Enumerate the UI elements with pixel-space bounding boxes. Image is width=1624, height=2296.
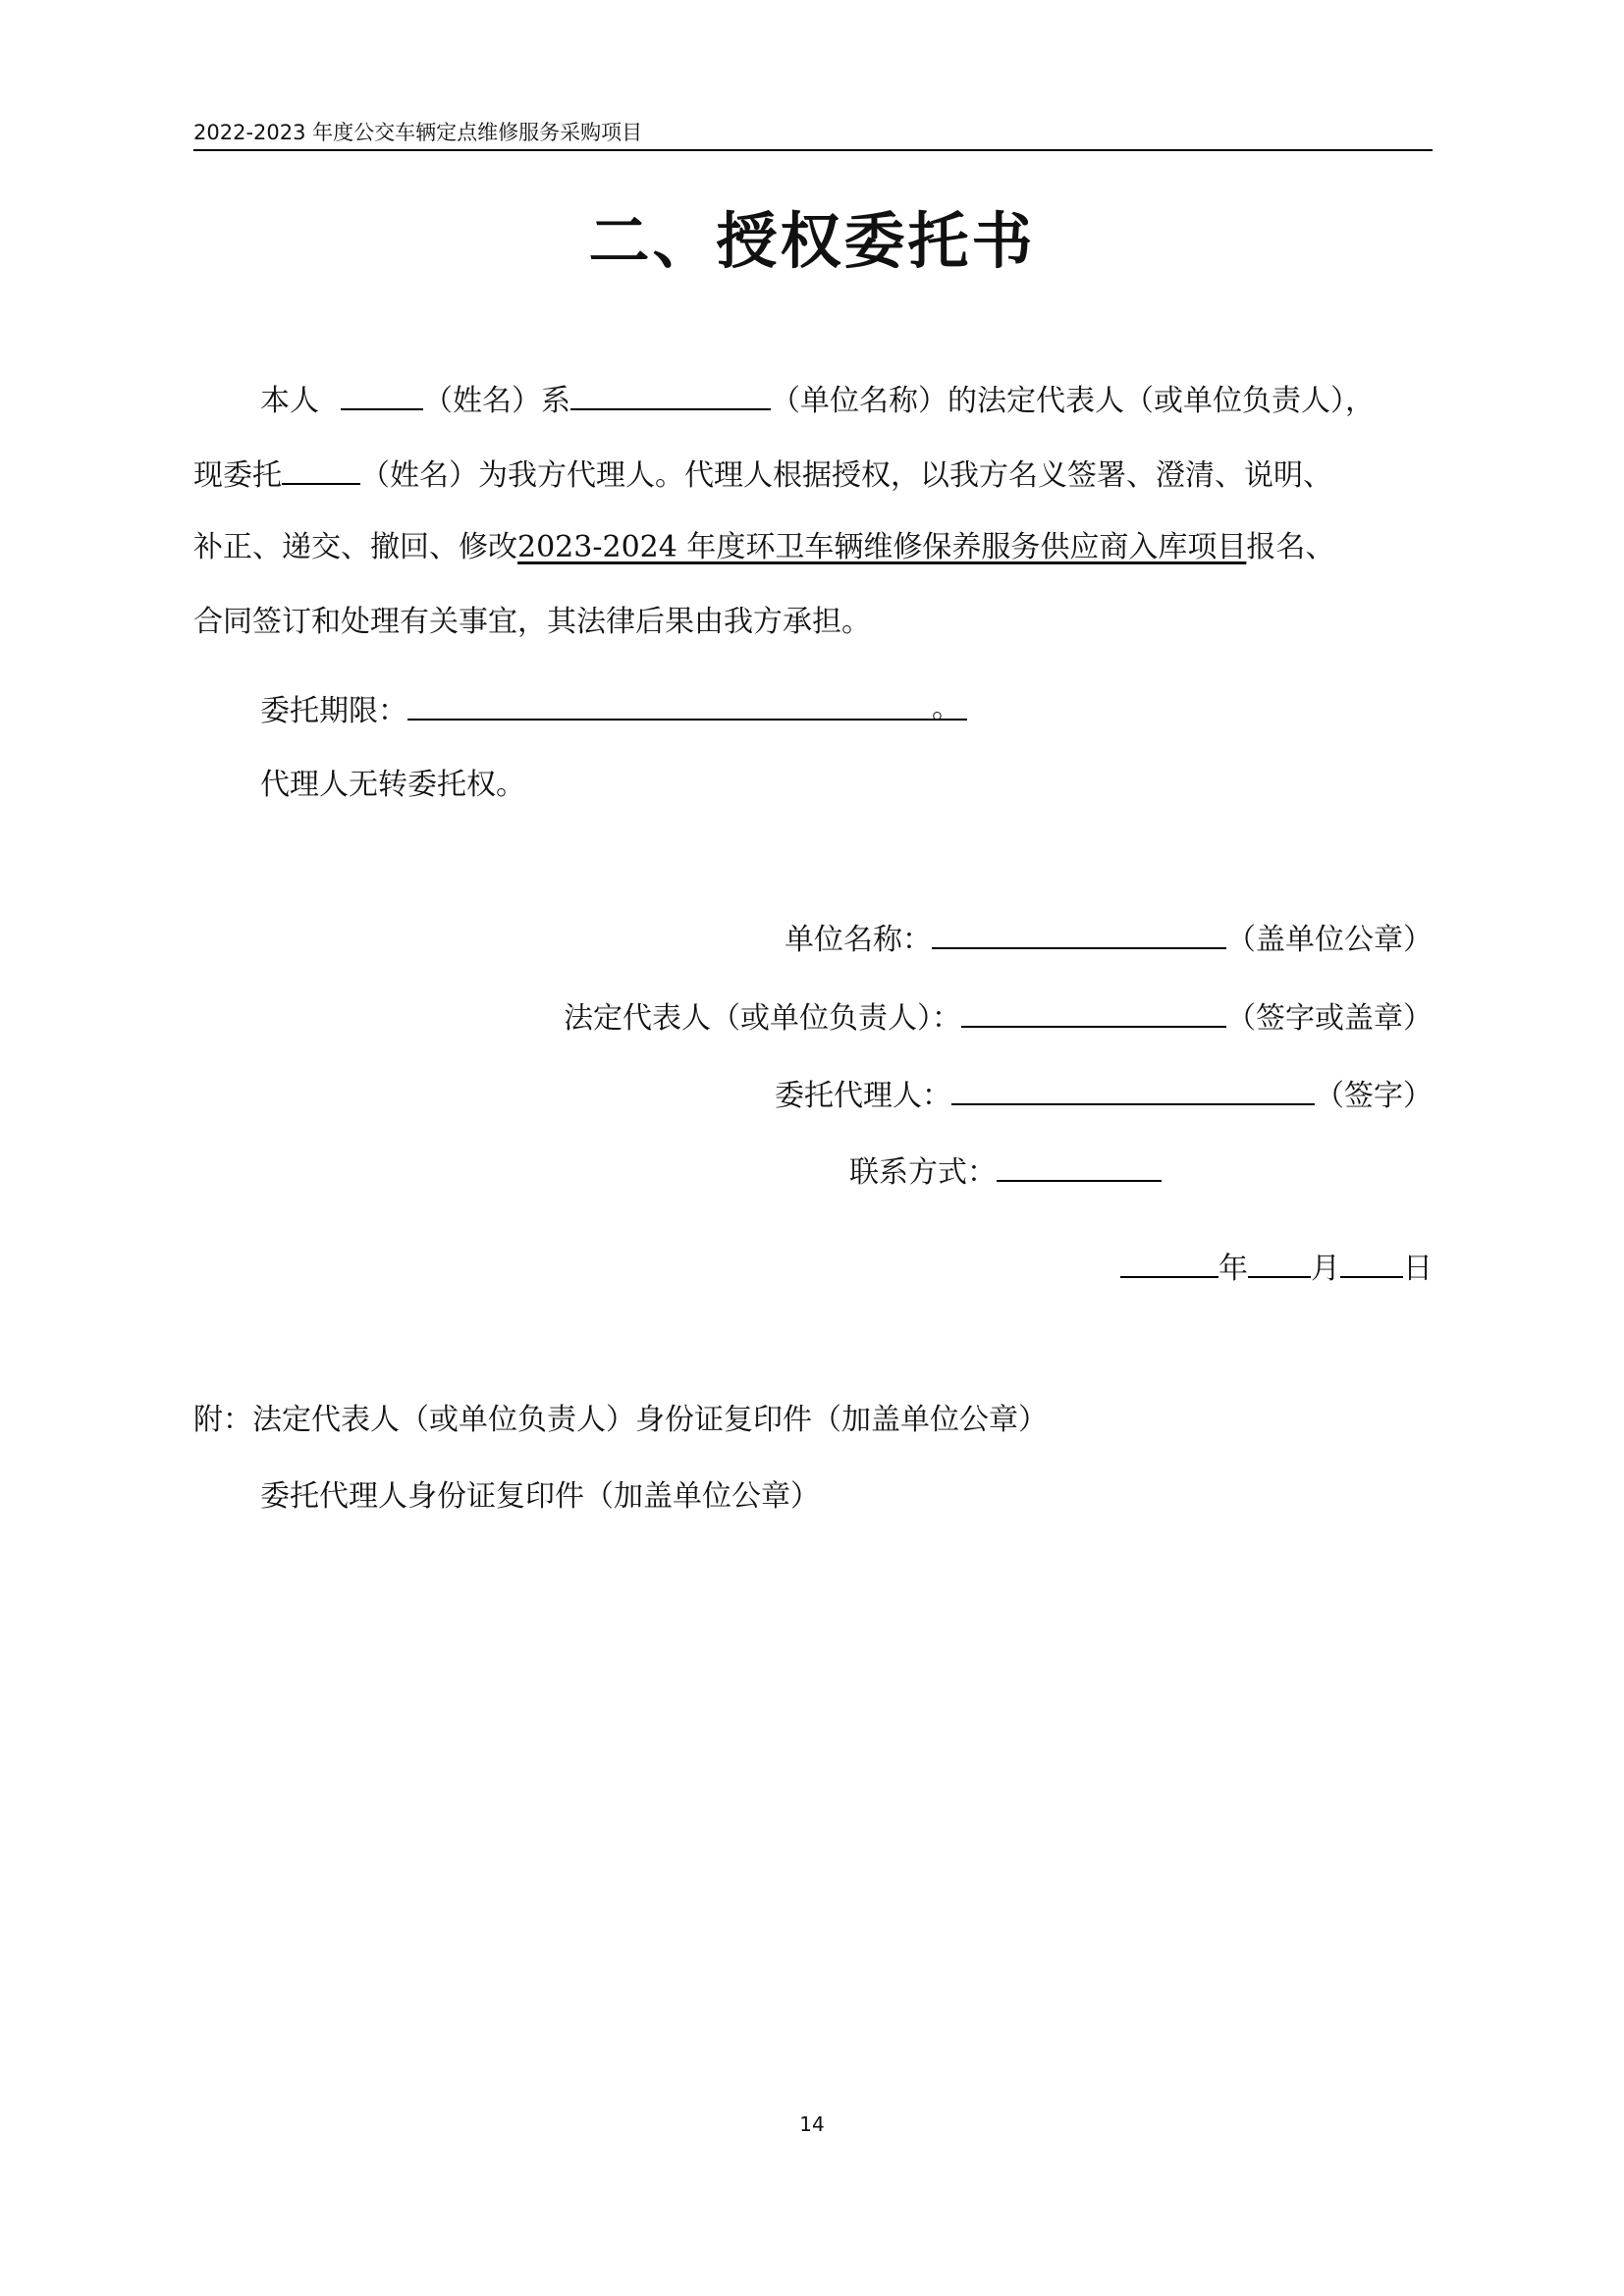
- day-blank[interactable]: [1340, 1247, 1403, 1278]
- paragraph-line-4: 合同签订和处理有关事宜，其法律后果由我方承担。: [193, 605, 871, 639]
- agent-blank[interactable]: [951, 1074, 1315, 1105]
- text-segment: 补正、递交、撤回、修改: [193, 530, 517, 564]
- text-segment: 本人: [260, 384, 319, 418]
- attachment-line-1: 附：法定代表人（或单位负责人）身份证复印件（加盖单位公章）: [193, 1403, 1048, 1437]
- name-blank[interactable]: [341, 379, 423, 410]
- contact-label: 联系方式：: [849, 1155, 997, 1190]
- attachment-line-2: 委托代理人身份证复印件（加盖单位公章）: [260, 1479, 820, 1514]
- unit-name-blank[interactable]: [570, 379, 771, 410]
- unit-signature-line: [785, 918, 1433, 960]
- text-segment: （姓名）为我方代理人。代理人根据授权，以我方名义签署、澄清、说明、: [360, 458, 1332, 493]
- page-number: 14: [799, 2112, 825, 2136]
- text-segment: 报名、: [1246, 530, 1335, 564]
- date-line: [1120, 1247, 1433, 1289]
- agent-signature-line: [775, 1074, 1433, 1116]
- page-header: 2022-2023 年度公交车辆定点维修服务采购项目: [193, 116, 1433, 151]
- year-label: 年: [1218, 1252, 1248, 1286]
- agent-label: 委托代理人：: [775, 1079, 951, 1113]
- paragraph-line-2: [193, 454, 1332, 496]
- term-label: 委托期限：: [260, 694, 407, 728]
- term-blank[interactable]: [407, 689, 967, 725]
- agent-name-blank[interactable]: [282, 454, 360, 485]
- unit-note: （盖单位公章）: [1226, 923, 1433, 957]
- text-segment: 现委托: [193, 458, 282, 493]
- contact-line: [849, 1150, 1162, 1193]
- page-title: 二、授权委托书: [588, 205, 1036, 277]
- legal-rep-signature-line: [564, 996, 1433, 1039]
- project-name: 2023-2024 年度环卫车辆维修保养服务供应商入库项目: [517, 530, 1247, 564]
- no-subdelegation-line: 代理人无转委托权。: [260, 768, 525, 802]
- contact-blank[interactable]: [997, 1150, 1162, 1182]
- paragraph-line-3: [193, 528, 1334, 567]
- month-blank[interactable]: [1248, 1247, 1311, 1278]
- legal-note: （签字或盖章）: [1226, 1001, 1433, 1036]
- month-label: 月: [1311, 1252, 1340, 1286]
- text-segment: （姓名）系: [423, 384, 570, 418]
- year-blank[interactable]: [1120, 1247, 1218, 1278]
- text-segment: （单位名称）的法定代表人（或单位负责人），: [771, 384, 1375, 418]
- legal-label: 法定代表人（或单位负责人）：: [564, 1001, 961, 1036]
- unit-blank[interactable]: [932, 918, 1226, 949]
- day-label: 日: [1403, 1252, 1433, 1286]
- unit-label: 单位名称：: [785, 923, 932, 957]
- paragraph-line-1: [260, 379, 1375, 421]
- term-line: [260, 689, 967, 731]
- agent-note: （签字）: [1315, 1079, 1433, 1113]
- term-end-mark: 。: [932, 691, 961, 725]
- legal-blank[interactable]: [961, 996, 1226, 1028]
